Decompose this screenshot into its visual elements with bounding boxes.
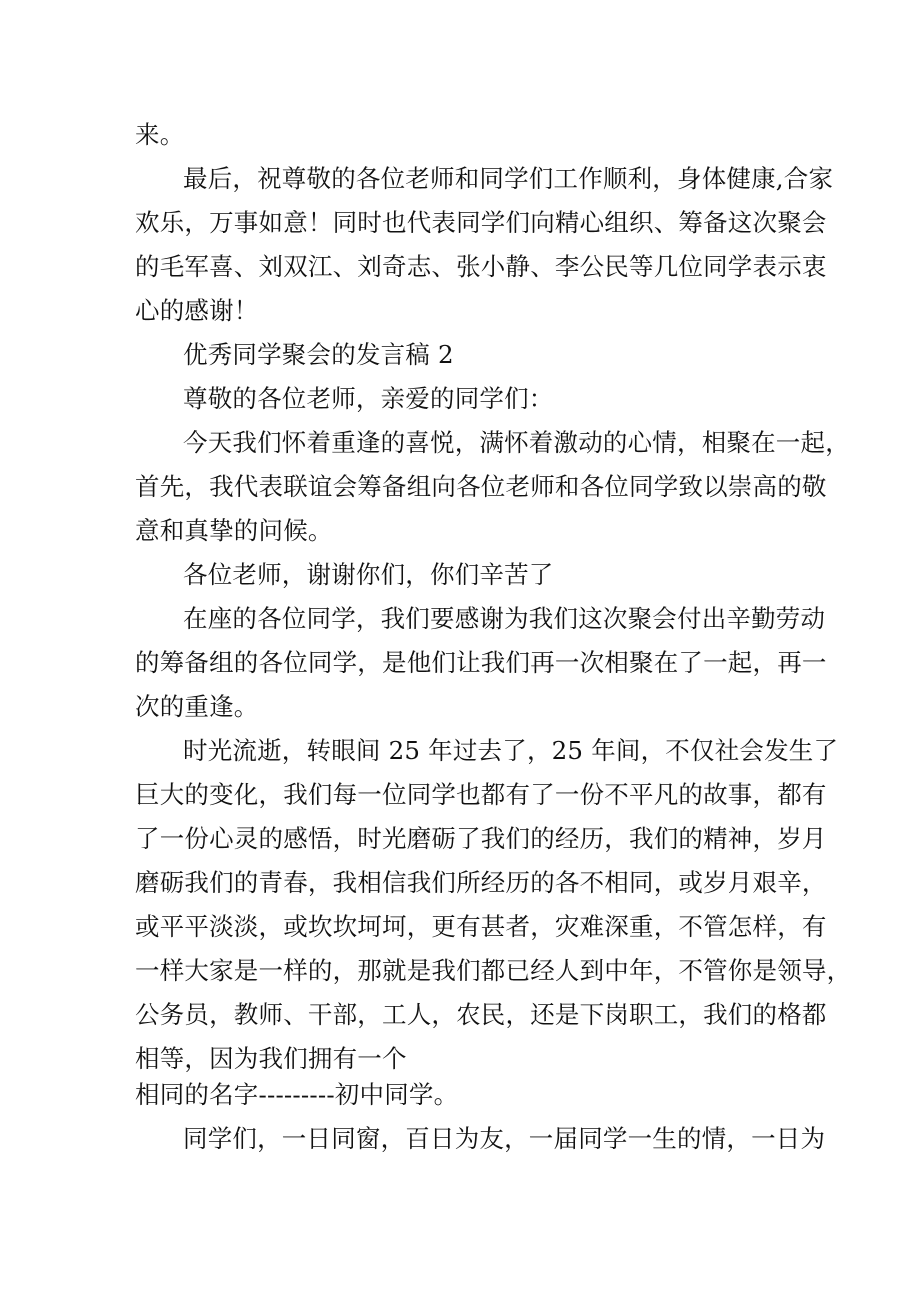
paragraph-line: 来。: [135, 120, 185, 149]
paragraph-line: 时光流逝，转眼间 25 年过去了，25 年间，不仅社会发生了: [183, 736, 839, 765]
paragraph-line: 了一份心灵的感悟，时光磨砺了我们的经历，我们的精神，岁月: [135, 824, 827, 853]
paragraph-line: 次的重逢。: [135, 692, 259, 721]
paragraph-line: 在座的各位同学，我们要感谢为我们这次聚会付出辛勤劳动: [183, 604, 826, 633]
paragraph-line: 公务员，教师、干部，工人，农民，还是下岗职工，我们的格都: [135, 1000, 827, 1029]
paragraph-line: 一样大家是一样的，那就是我们都已经人到中年，不管你是领导，: [135, 956, 852, 985]
paragraph-line: 欢乐，万事如意！同时也代表同学们向精心组织、筹备这次聚会: [135, 208, 827, 237]
paragraph-line: 相等，因为我们拥有一个: [135, 1044, 407, 1073]
paragraph-line: 同学们，一日同窗，百日为友，一届同学一生的情，一日为: [183, 1124, 826, 1153]
paragraph-line: 心的感谢！: [135, 296, 259, 325]
paragraph-line: 的筹备组的各位同学，是他们让我们再一次相聚在了一起，再一: [135, 648, 827, 677]
paragraph-line: 今天我们怀着重逢的喜悦，满怀着激动的心情，相聚在一起，: [183, 428, 850, 457]
paragraph-line: 的毛军喜、刘双江、刘奇志、张小静、李公民等几位同学表示衷: [135, 252, 827, 281]
paragraph-line: 首先，我代表联谊会筹备组向各位老师和各位同学致以崇高的敬: [135, 472, 827, 501]
paragraph-line: 巨大的变化，我们每一位同学也都有了一份不平凡的故事，都有: [135, 780, 827, 809]
salutation: 尊敬的各位老师，亲爱的同学们：: [183, 384, 554, 413]
paragraph-line: 意和真挚的问候。: [135, 516, 333, 545]
paragraph-line: 磨砺我们的青春，我相信我们所经历的各不相同，或岁月艰辛，: [135, 868, 827, 897]
paragraph-line: 相同的名字---------初中同学。: [135, 1080, 459, 1109]
paragraph-line: 最后，祝尊敬的各位老师和同学们工作顺利，身体健康,合家: [183, 164, 834, 193]
paragraph-line: 或平平淡淡，或坎坎坷坷，更有甚者，灾难深重，不管怎样，有: [135, 912, 827, 941]
paragraph-line: 各位老师，谢谢你们，你们辛苦了: [183, 560, 554, 589]
section-heading: 优秀同学聚会的发言稿 2: [183, 340, 454, 369]
